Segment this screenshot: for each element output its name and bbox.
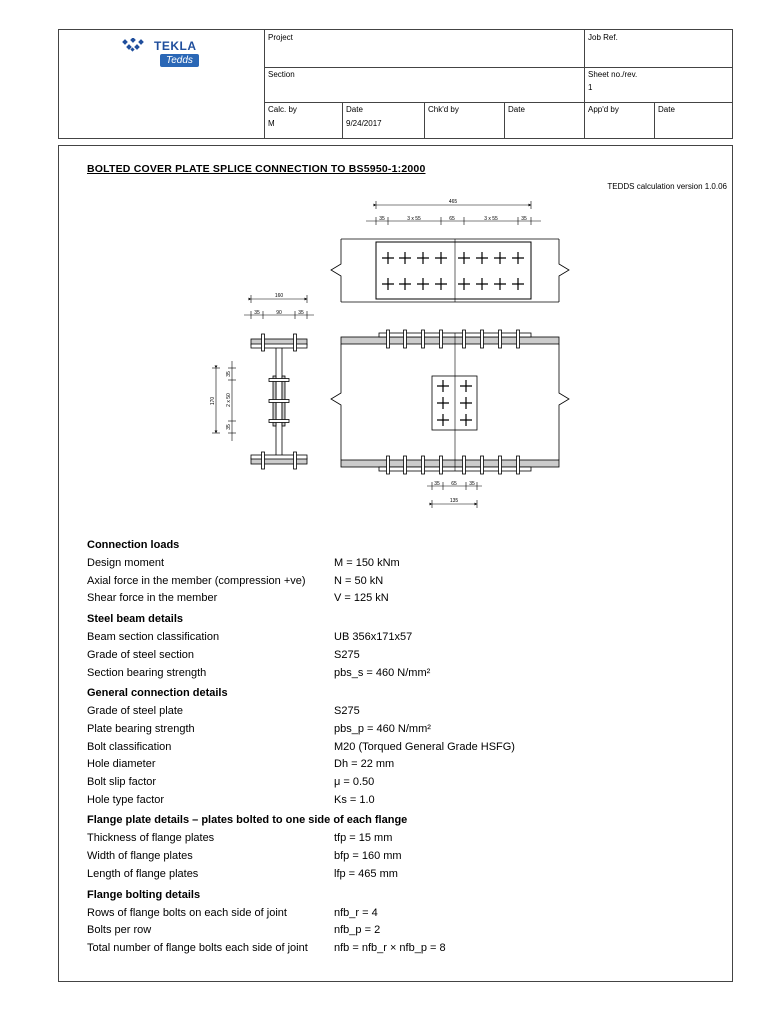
- elevation-view: [331, 333, 569, 471]
- section-bolts: [262, 334, 297, 469]
- param-label: Rows of flange bolts on each side of joint: [87, 906, 287, 919]
- param-label: Plate bearing strength: [87, 722, 195, 735]
- param-value: μ = 0.50: [334, 776, 375, 788]
- bolt-marker: [499, 456, 502, 474]
- bolt-marker: [460, 380, 472, 392]
- bolt-marker: [387, 330, 390, 348]
- top-length-label: 465: [448, 199, 458, 205]
- param-value: bfp = 160 mm: [334, 850, 402, 863]
- bolt-marker: [422, 330, 425, 348]
- web-total-label: 170: [210, 396, 216, 406]
- param-value: V = 125 kN: [334, 592, 389, 605]
- param-value: M = 150 kNm: [334, 557, 400, 569]
- bolt-marker: [481, 330, 484, 348]
- bolt-marker: [476, 278, 488, 290]
- bolt-marker: [417, 252, 429, 264]
- param-label: Grade of steel plate: [87, 705, 184, 718]
- bolt-marker: [269, 379, 289, 382]
- bolt-marker: [512, 252, 524, 264]
- top-dim-5: 35: [521, 216, 527, 222]
- section-heading: Flange bolting details: [87, 888, 201, 901]
- param-value: UB 356x171x57: [334, 631, 413, 644]
- bolt-marker: [440, 330, 443, 348]
- bolt-marker: [382, 278, 394, 290]
- param-label: Width of flange plates: [87, 850, 193, 863]
- param-label: Bolts per row: [87, 924, 152, 937]
- param-label: Total number of flange bolts each side of joint: [87, 941, 308, 954]
- left-dim-3: 35: [298, 310, 304, 316]
- left-dimension: [212, 295, 314, 441]
- date-value: 9/24/2017: [346, 119, 382, 128]
- param-value: pbs_p = 460 N/mm²: [334, 722, 431, 735]
- param-value: pbs_s = 460 N/mm²: [334, 666, 431, 679]
- bolt-marker: [476, 252, 488, 264]
- calc-sheet: [58, 145, 733, 982]
- param-label: Hole type factor: [87, 793, 165, 806]
- param-value: nfb_r = 4: [334, 906, 378, 919]
- param-label: Bolt slip factor: [87, 776, 157, 788]
- bolt-marker: [460, 414, 472, 426]
- param-value: S275: [334, 705, 360, 718]
- chkd-label: Chk'd by: [428, 105, 459, 114]
- bolt-marker: [435, 252, 447, 264]
- param-value: Ks = 1.0: [334, 793, 375, 806]
- sheet-value: 1: [588, 83, 593, 92]
- param-label: Shear force in the member: [87, 592, 218, 605]
- bolt-marker: [437, 397, 449, 409]
- left-dim-1: 35: [254, 310, 260, 316]
- plan-view: [331, 239, 569, 302]
- bolt-marker: [517, 330, 520, 348]
- param-value: Dh = 22 mm: [334, 758, 395, 771]
- bolt-marker: [463, 456, 466, 474]
- param-label: Thickness of flange plates: [87, 832, 215, 845]
- param-label: Length of flange plates: [87, 867, 199, 880]
- date3-label: Date: [658, 105, 675, 114]
- bolt-marker: [499, 330, 502, 348]
- project-label: Project: [268, 33, 293, 42]
- bolt-marker: [269, 420, 289, 423]
- bolt-marker: [437, 380, 449, 392]
- web-dim-1: 35: [226, 371, 232, 377]
- bolt-marker: [294, 452, 297, 469]
- bot-dim-1: 35: [434, 481, 440, 487]
- plan-bolts: [382, 252, 524, 290]
- left-width-label: 160: [274, 293, 284, 299]
- bolt-marker: [440, 456, 443, 474]
- elevation-bolts: [387, 330, 520, 474]
- bolt-marker: [458, 278, 470, 290]
- top-dim-4: 3 x 55: [484, 216, 498, 222]
- section-heading: Flange plate details – plates bolted to one side of each flange: [87, 814, 408, 827]
- bolt-marker: [437, 414, 449, 426]
- web-dim-2: 2 x 50: [226, 393, 232, 407]
- header-block: [58, 29, 733, 139]
- bolt-marker: [481, 456, 484, 474]
- param-label: Axial force in the member (compression +ve): [87, 574, 306, 587]
- bolt-marker: [460, 397, 472, 409]
- calc-version: TEDDS calculation version 1.0.06: [607, 182, 727, 191]
- param-value: S275: [334, 648, 360, 661]
- page-title: BOLTED COVER PLATE SPLICE CONNECTION TO BS5950-1:2000: [87, 163, 426, 175]
- bolt-marker: [404, 456, 407, 474]
- param-value: tfp = 15 mm: [334, 832, 393, 845]
- param-value: lfp = 465 mm: [334, 867, 398, 880]
- bolt-marker: [387, 456, 390, 474]
- tekla-tedds-logo: [121, 34, 211, 74]
- param-value: nfb = nfb_r × nfb_p = 8: [334, 941, 446, 954]
- param-label: Bolt classification: [87, 740, 172, 753]
- top-dim-3: 65: [449, 216, 455, 222]
- tekla-logo-icon: [121, 38, 151, 52]
- bolt-marker: [269, 400, 289, 403]
- section-heading: Steel beam details: [87, 613, 183, 626]
- bolt-marker: [399, 278, 411, 290]
- logo-brand: TEKLA: [154, 39, 197, 53]
- bolt-marker: [463, 330, 466, 348]
- web-dim-3: 35: [226, 424, 232, 430]
- param-label: Hole diameter: [87, 758, 156, 771]
- sheet-label: Sheet no./rev.: [588, 70, 638, 79]
- bolt-marker: [517, 456, 520, 474]
- top-dim-2: 3 x 55: [407, 216, 421, 222]
- date2-label: Date: [508, 105, 525, 114]
- splice-connection-diagram: [159, 196, 719, 526]
- bolt-marker: [494, 252, 506, 264]
- param-label: Section bearing strength: [87, 666, 207, 679]
- bolt-marker: [382, 252, 394, 264]
- bot-dim-3: 35: [469, 481, 475, 487]
- param-value: N = 50 kN: [334, 574, 384, 587]
- param-label: Design moment: [87, 557, 165, 569]
- bolt-marker: [494, 278, 506, 290]
- bolt-marker: [404, 330, 407, 348]
- jobref-label: Job Ref.: [588, 33, 618, 42]
- param-value: M20 (Torqued General Grade HSFG): [334, 740, 515, 753]
- logo-product: Tedds: [160, 54, 199, 67]
- bolt-marker: [422, 456, 425, 474]
- bolt-marker: [417, 278, 429, 290]
- appd-label: App'd by: [588, 105, 619, 114]
- calcby-value: M: [268, 119, 275, 128]
- bolt-marker: [262, 452, 265, 469]
- bolt-marker: [458, 252, 470, 264]
- calcby-label: Calc. by: [268, 105, 297, 114]
- bottom-length-label: 135: [449, 498, 459, 504]
- date-label: Date: [346, 105, 363, 114]
- param-label: Grade of steel section: [87, 648, 195, 661]
- param-value: nfb_p = 2: [334, 924, 381, 937]
- section-heading: Connection loads: [87, 539, 180, 551]
- section-heading: General connection details: [87, 687, 228, 700]
- top-dim-1: 35: [379, 216, 385, 222]
- bolt-marker: [435, 278, 447, 290]
- left-dim-2: 90: [276, 310, 282, 316]
- param-label: Beam section classification: [87, 631, 220, 644]
- bolt-marker: [399, 252, 411, 264]
- bot-dim-2: 65: [451, 481, 457, 487]
- bolt-marker: [294, 334, 297, 351]
- bolt-marker: [512, 278, 524, 290]
- bolt-marker: [262, 334, 265, 351]
- section-label: Section: [268, 70, 295, 79]
